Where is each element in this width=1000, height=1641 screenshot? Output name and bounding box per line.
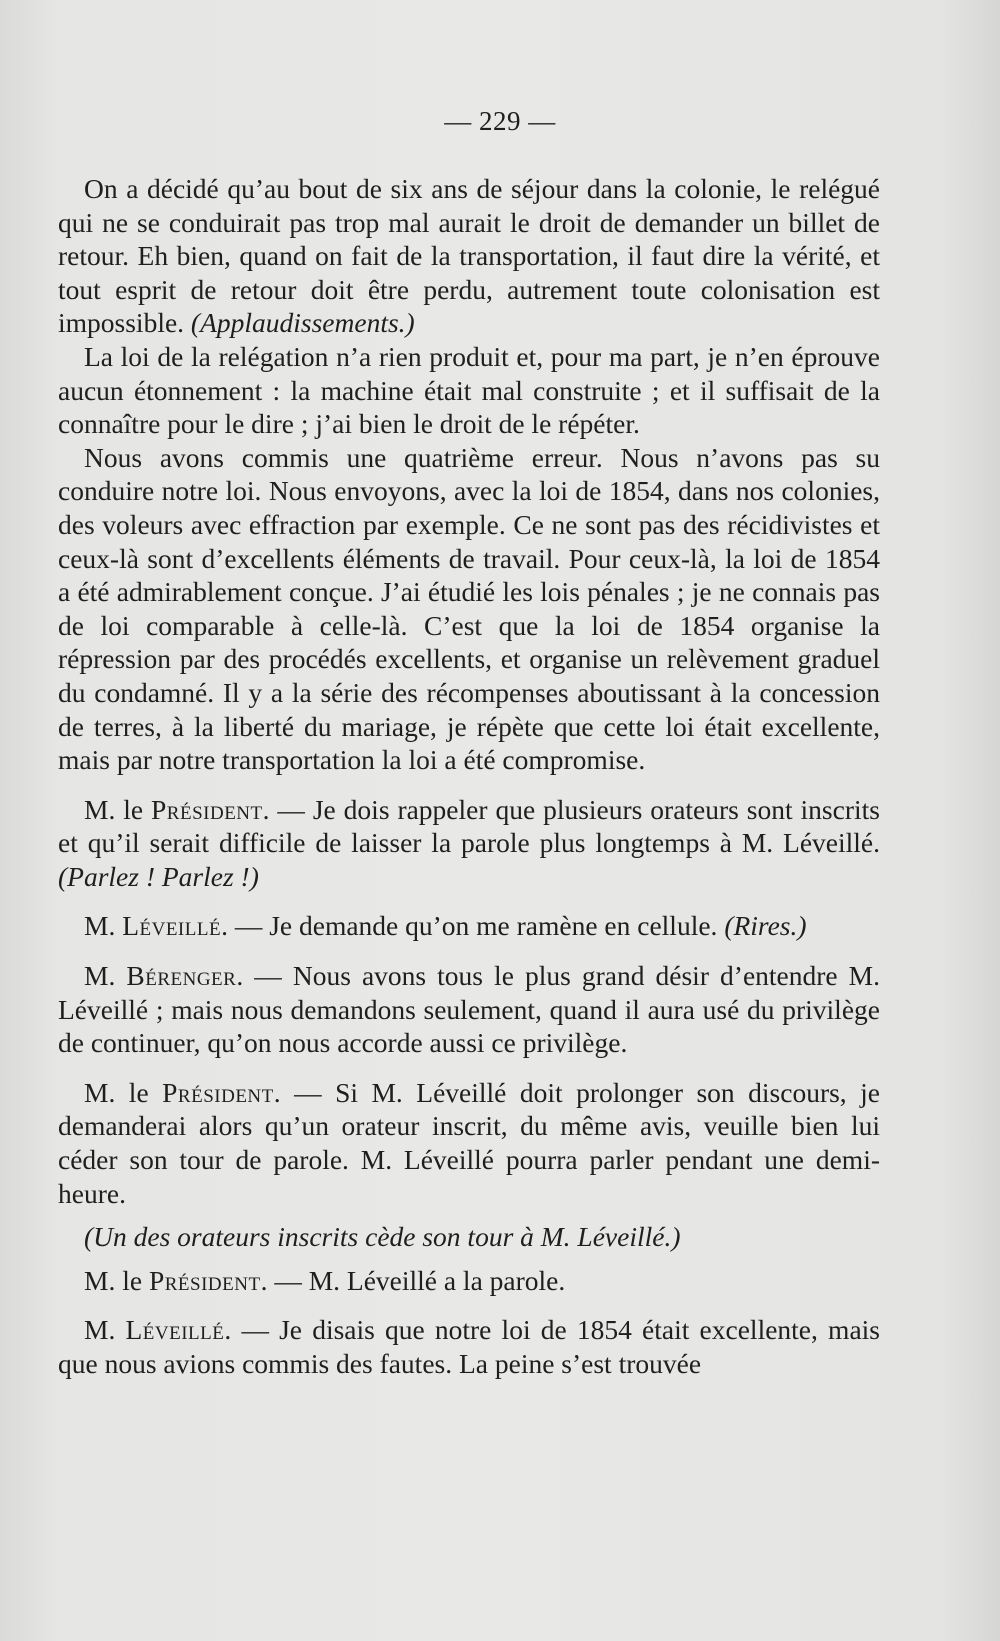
stage-direction: (Parlez ! Parlez !) <box>58 860 259 892</box>
speech-text: . — Je dois rappeler que plusieurs orateurs sont inscrits et qu’il serait difficile de laisser la parole plus longtemps à M. Léveillé. <box>58 793 880 859</box>
speech-text: . — Nous avons tous le plus grand désir d’entendre M. Léveillé ; mais nous demandons seulement, quand il aura usé du privilège de continuer, qu’on nous accorde aussi ce privilège. <box>58 960 880 1059</box>
speech-text: . — Si M. Léveillé doit prolonger son discours, je demanderai alors qu’un orateur inscrit, du même avis, veuille bien lui céder son tour de parole. M. Léveillé pourra parler pendant une demi-heure. <box>58 1076 880 1209</box>
paragraph-2: La loi de la relégation n’a rien produit et, pour ma part, je n’en éprouve aucun étonnement : la machine était mal construite ; et il suffisait de la connaître pour le dire ; j’ai bien le droit de le répéter. <box>58 340 880 440</box>
speaker-prefix: M. <box>84 1314 126 1346</box>
stage-direction: (Rires.) <box>724 910 807 942</box>
speaker-prefix: M. le <box>84 1076 163 1108</box>
paragraph-1 <box>58 172 880 340</box>
paragraph-president-3 <box>58 1264 880 1298</box>
speaker-name: Président <box>151 793 263 825</box>
speaker-name: Léveillé <box>125 1314 225 1346</box>
speaker-prefix: M. le <box>84 1264 149 1296</box>
paragraph-leveille-1 <box>58 909 880 943</box>
speech-text: . — Je disais que notre loi de 1854 était excellente, mais que nous avions commis des fautes. La peine s’est trouvée <box>58 1314 880 1379</box>
speaker-prefix: M. <box>84 910 123 942</box>
speech-text: . — M. Léveillé a la parole. <box>260 1264 566 1296</box>
speaker-name: Président <box>162 1076 274 1108</box>
speaker-name: Bérenger <box>126 960 237 992</box>
paragraph-1-text: On a décidé qu’au bout de six ans de séjour dans la colonie, le relégué qui ne se conduirait pas trop mal aurait le droit de demander un billet de retour. Eh bien, quand on fait de la transportation, il faut dire la vérité, et tout esprit de retour doit être perdu, autrement toute colonisation est impossible. <box>58 173 880 339</box>
speaker-name: Léveillé <box>122 910 222 942</box>
page-body <box>58 172 880 1381</box>
paragraph-leveille-2 <box>58 1313 880 1380</box>
stage-direction-ceding: (Un des orateurs inscrits cède son tour à M. Léveillé.) <box>84 1221 681 1253</box>
speaker-prefix: M. le <box>84 793 152 825</box>
paragraph-president-2 <box>58 1076 880 1210</box>
paragraph-3: Nous avons commis une quatrième erreur. Nous n’avons pas su conduire notre loi. Nous envoyons, avec la loi de 1854, dans nos colonies, des voleurs avec effraction par exemple. Ce ne sont pas des récidivistes et ceux-là sont d’excellents éléments de travail. Pour ceux-là, la loi de 1854 a été admirablement conçue. J’ai étudié les lois pénales ; je ne connais pas de loi comparable à celle-là. C’est que la loi de 1854 organise la répression par des procédés excellents, et organise un relèvement graduel du condamné. Il y a la série des récompenses aboutissant à la concession de terres, à la liberté du mariage, je répète que cette loi était excellente, mais par notre transportation la loi a été compromise. <box>58 441 880 776</box>
speaker-prefix: M. <box>84 960 127 992</box>
stage-direction-applause: (Applaudissements.) <box>190 307 415 339</box>
page-number: — 229 — <box>444 106 556 136</box>
paragraph-berenger <box>58 959 880 1060</box>
speech-text: . — Je demande qu’on me ramène en cellule. <box>221 910 718 942</box>
paragraph-president-1 <box>58 793 880 894</box>
speaker-name: Président <box>148 1264 261 1296</box>
